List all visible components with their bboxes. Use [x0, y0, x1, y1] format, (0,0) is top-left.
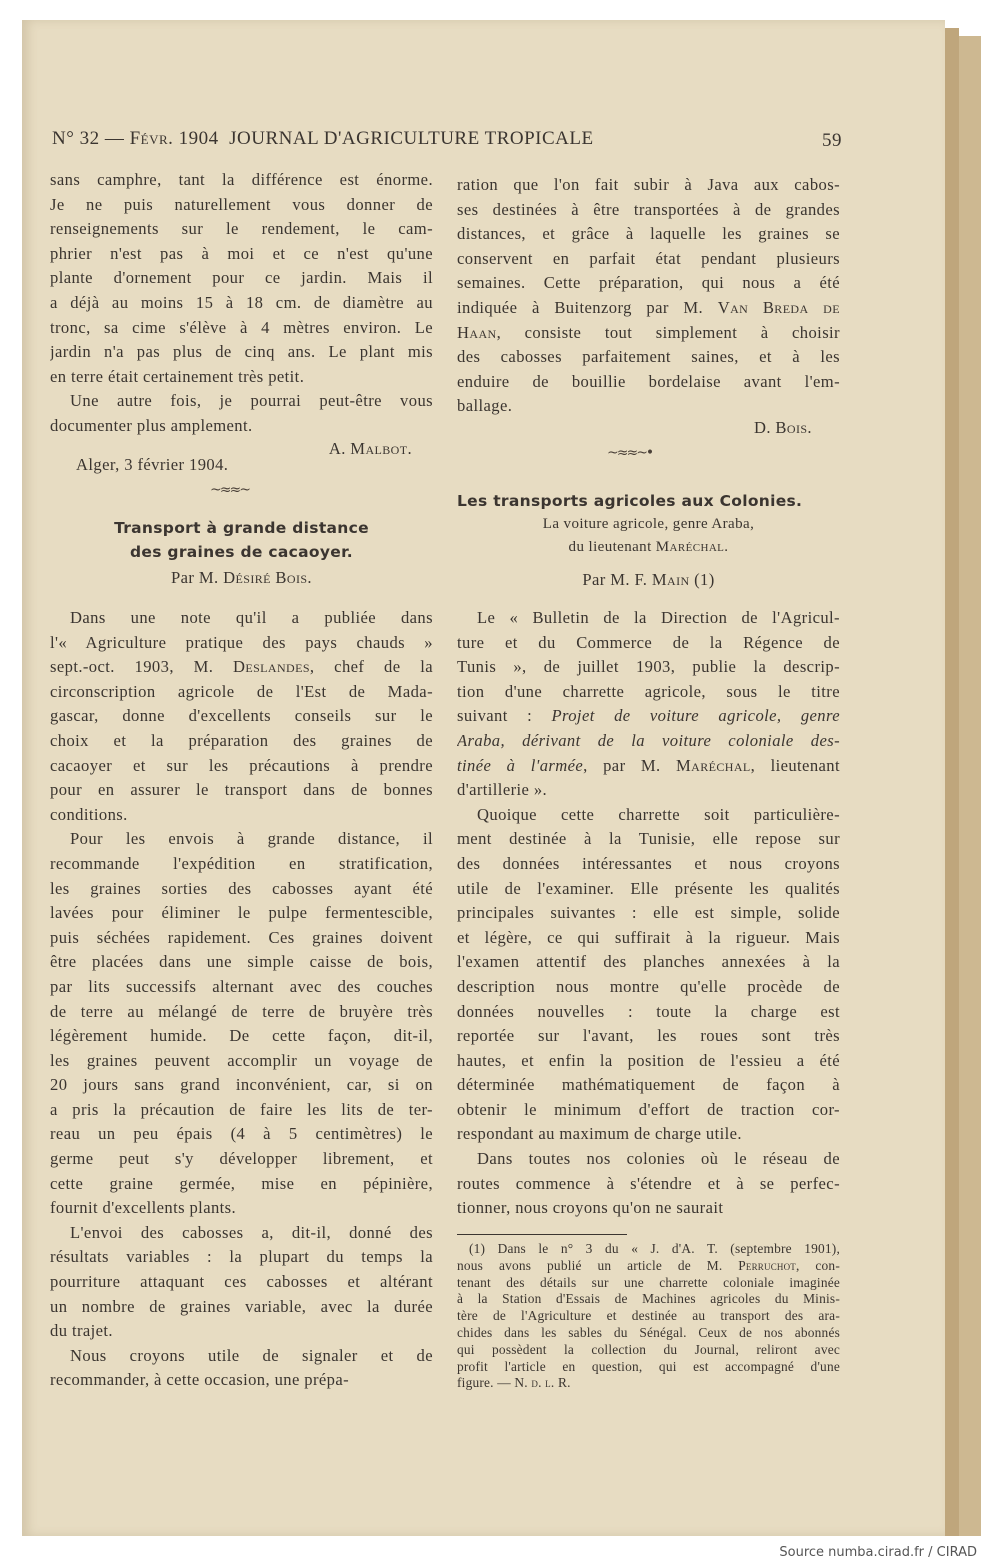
text-segment: routes commence à s'étendre et à se perfec- — [457, 1173, 840, 1193]
text-segment: légèrement humide. De cette façon, dit-il, — [50, 1026, 433, 1046]
text-segment: tenant des détails sur une charrette coloniale imaginée — [457, 1274, 840, 1290]
text-segment: de terre au mélangé de terre de bruyère très — [50, 1001, 433, 1021]
source-credit: Source numba.cirad.fr / CIRAD — [779, 1545, 977, 1560]
text-segment: données nouvelles : toute la charge est — [457, 1001, 840, 1021]
subtitle-line — [457, 536, 840, 559]
text-line — [457, 827, 840, 852]
text-segment: fournit d'excellents plants. — [50, 1198, 237, 1218]
text-segment: L'envoi des cabosses a, dit-il, donné des — [70, 1222, 433, 1242]
text-segment: profit l'article en question, qui est accompagné d'une — [457, 1358, 840, 1374]
emphasis-text: Perruchot — [738, 1257, 796, 1273]
author-name: Main — [651, 570, 690, 589]
text-segment: être placées dans une simple caisse de bois, — [50, 952, 433, 972]
text-line — [457, 852, 840, 877]
text-line — [50, 950, 433, 975]
text-line — [457, 655, 840, 680]
text-line — [50, 1368, 433, 1393]
text-segment: résultats variables : la plupart du temps la — [50, 1247, 433, 1267]
text-segment: tère de l'Agriculture et destinée au transport des ara- — [457, 1308, 840, 1324]
text-line — [50, 1098, 433, 1123]
text-line — [50, 631, 433, 656]
text-line — [50, 1024, 433, 1049]
text-segment: documenter plus amplement. — [50, 415, 253, 435]
text-segment: Tunis », de juillet 1903, publie la descrip- — [457, 657, 840, 677]
text-segment: semaines. Cette préparation, qui nous a été — [457, 273, 840, 293]
text-line — [457, 778, 840, 803]
text-segment: tionner, nous croyons qu'on ne saurait — [457, 1198, 724, 1218]
text-segment: chides dans les sables du Sénégal. Ceux de nos abonnés — [457, 1324, 840, 1340]
text-line — [50, 1270, 433, 1295]
signature-d-bois: D. Bois. — [753, 418, 812, 437]
paragraph — [50, 1221, 433, 1344]
text-segment: utile de l'examiner. Elle présente les qualités — [457, 878, 840, 898]
paragraph — [50, 606, 433, 827]
text-segment: Dans toutes nos colonies où le réseau de — [477, 1149, 840, 1169]
text-line — [457, 1098, 840, 1123]
text-segment: cette graine germée, mise en pépinière, — [50, 1173, 433, 1193]
text-line — [457, 704, 840, 729]
text-segment: ration que l'on fait subir à Java aux cabos- — [457, 175, 840, 194]
text-segment: choix et la préparation des graines de — [50, 730, 433, 750]
text-segment: jardin n'a pas plus de cinq ans. Le plant mis — [50, 342, 433, 362]
paragraph — [457, 606, 840, 803]
text-segment: Une autre fois, je pourrai peut-être vous — [70, 391, 433, 410]
page-number: 59 — [822, 130, 842, 151]
footnote — [457, 1241, 840, 1392]
text-segment: description nous montre qu'elle procède de — [457, 976, 840, 996]
text-segment: Je ne puis naturellement vous donner de — [50, 194, 433, 214]
page-edge — [945, 28, 959, 1536]
text-line — [50, 266, 433, 291]
text-line — [50, 217, 433, 242]
text-line — [457, 222, 840, 247]
left-body — [50, 606, 433, 1393]
subtitle-line: La voiture agricole, genre Araba, — [542, 516, 755, 532]
place-date: Alger, 3 février 1904. — [76, 455, 229, 474]
text-line — [457, 173, 840, 198]
text-segment: conservent en parfait état pendant plusieurs — [457, 248, 840, 268]
text-segment: obtenir le minimum d'effort de traction cor- — [457, 1099, 840, 1119]
text-segment: plante d'ornement pour ce jardin. Mais il — [50, 268, 433, 288]
text-segment: cacaoyer et sur les précautions à prendre — [50, 755, 433, 775]
text-segment: R. — [554, 1375, 571, 1391]
text-segment: , lieutenant — [750, 755, 840, 775]
text-line — [50, 389, 433, 414]
text-segment: Quoique cette charrette soit particulière- — [477, 804, 840, 824]
emphasis-text: Van Breda de — [717, 297, 840, 317]
text-segment: respondant au maximum de charge utile. — [457, 1124, 742, 1144]
book-edge — [959, 36, 981, 1536]
text-line — [457, 1049, 840, 1074]
text-line — [457, 1359, 840, 1376]
running-header — [52, 128, 842, 154]
text-line — [457, 271, 840, 296]
subtitle-name: Maréchal. — [655, 539, 729, 555]
footnote-ref: (1) — [689, 570, 715, 589]
text-line — [457, 975, 840, 1000]
text-line — [457, 1073, 840, 1098]
text-line — [50, 1147, 433, 1172]
text-segment: enduire de bouillie bordelaise avant l'em- — [457, 371, 840, 391]
ornament-icon: ~≈≈~ — [210, 482, 249, 498]
text-line — [50, 291, 433, 316]
text-line — [457, 631, 840, 656]
text-segment: ses destinées à être transportées à de grandes — [457, 199, 840, 219]
text-line — [50, 316, 433, 341]
text-line — [457, 1147, 840, 1172]
text-line — [457, 1325, 840, 1342]
text-segment: Nous croyons utile de signaler et de — [70, 1345, 433, 1365]
text-segment: reportée sur l'avant, les roues sont très — [457, 1026, 840, 1046]
text-segment: tronc, sa cime s'élève à 4 mètres environ. Le — [50, 317, 433, 337]
text-segment: renseignements sur le rendement, le cam- — [50, 219, 433, 239]
text-line — [50, 975, 433, 1000]
byline-prefix: Par M. F. — [582, 570, 652, 589]
text-segment: sans camphre, tant la différence est énorme. — [50, 170, 433, 189]
text-line — [457, 754, 840, 779]
text-line — [50, 852, 433, 877]
text-line — [457, 950, 840, 975]
text-line — [50, 1000, 433, 1025]
text-segment: l'« Agriculture pratique des pays chauds » — [50, 632, 433, 652]
text-line — [50, 1172, 433, 1197]
text-segment: nous avons publié un article de M. — [457, 1257, 739, 1273]
text-line — [457, 345, 840, 370]
text-line — [50, 1245, 433, 1270]
text-segment: figure. — N. — [457, 1375, 532, 1391]
text-segment: qui possèdent la collection du Journal, reliront avec — [457, 1341, 840, 1357]
text-line — [457, 1275, 840, 1292]
paragraph — [457, 1147, 840, 1221]
text-line — [50, 1196, 433, 1221]
text-segment: les graines peuvent accomplir un voyage de — [50, 1050, 433, 1070]
left-para-closing — [50, 389, 433, 438]
text-line — [50, 242, 433, 267]
text-segment: ment destinée à la Tunisie, elle repose sur — [457, 829, 840, 849]
text-segment: lavées pour éliminer le pulpe fermentescible, — [50, 903, 433, 923]
text-segment: Pour les envois à grande distance, il — [70, 829, 433, 849]
text-segment: a déjà au moins 15 à 18 cm. de diamètre au — [50, 292, 433, 312]
text-segment: des données intéressantes et nous croyons — [457, 853, 840, 873]
text-line — [50, 1319, 433, 1344]
text-line — [50, 1122, 433, 1147]
right-para-continued — [457, 173, 840, 419]
text-line — [50, 340, 433, 365]
text-line — [457, 1172, 840, 1197]
emphasis-text: Deslandes — [233, 657, 310, 677]
text-line — [50, 365, 433, 390]
text-line — [457, 1258, 840, 1275]
text-line — [457, 901, 840, 926]
text-segment: , consiste tout simplement à choisir — [496, 322, 840, 342]
text-line — [50, 193, 433, 218]
text-segment: un nombre de graines variable, avec la durée — [50, 1296, 433, 1316]
text-line — [457, 1375, 840, 1392]
text-segment: puis séchées rapidement. Ces graines doivent — [50, 927, 433, 947]
text-line — [457, 1196, 840, 1221]
text-segment: Dans une note qu'il a publiée dans — [70, 608, 433, 627]
paragraph — [50, 1344, 433, 1393]
byline-bois — [50, 566, 433, 590]
text-segment: recommande l'expédition en stratification, — [50, 853, 433, 873]
text-segment: 20 jours sans grand inconvénient, car, si on — [50, 1075, 433, 1095]
text-segment: , con- — [796, 1257, 840, 1273]
text-line — [50, 1344, 433, 1369]
signature-malbot: A. Malbot. — [328, 439, 412, 458]
text-line — [50, 901, 433, 926]
text-line — [50, 414, 433, 439]
text-line — [50, 877, 433, 902]
text-segment: suivant : — [457, 706, 552, 726]
text-segment: d'artillerie ». — [457, 780, 548, 800]
text-line — [457, 926, 840, 951]
text-segment: principales suivantes : elle est simple, solide — [457, 903, 840, 923]
text-segment: recommander, à cette occasion, une prépa- — [50, 1370, 350, 1390]
text-line — [50, 729, 433, 754]
text-line — [457, 1241, 840, 1258]
text-segment: ballage. — [457, 396, 513, 416]
text-line — [457, 296, 840, 321]
text-segment: l'examen attentif des planches annexées à la — [457, 952, 840, 972]
article-title-cacao — [50, 516, 433, 564]
text-line — [50, 704, 433, 729]
text-line — [457, 1308, 840, 1325]
text-segment: phrier n'est pas à moi et ce n'est qu'une — [50, 243, 433, 263]
right-body — [457, 606, 840, 1221]
text-line — [457, 1122, 840, 1147]
text-line — [457, 1342, 840, 1359]
text-segment: en terre était certainement très petit. — [50, 366, 305, 386]
text-segment: , par M. — [583, 755, 676, 775]
text-line — [50, 655, 433, 680]
footnote-rule — [457, 1234, 627, 1235]
text-segment: reau un peu épais (4 à 5 centimètres) le — [50, 1124, 433, 1144]
text-segment: gascar, donne d'excellents conseils sur le — [50, 706, 433, 726]
text-segment: tion d'une charrette agricole, sous le titre — [457, 681, 840, 701]
text-line — [457, 198, 840, 223]
text-segment: conditions. — [50, 804, 128, 824]
paragraph — [457, 803, 840, 1147]
emphasis-text: Haan — [457, 322, 497, 342]
text-line — [50, 606, 433, 631]
text-segment: indiquée à Buitenzorg par M. — [457, 297, 718, 317]
text-line — [457, 370, 840, 395]
text-segment: pourriture attaquant ces cabosses et altérant — [50, 1272, 433, 1292]
ornament-icon: ~≈≈~• — [607, 445, 653, 461]
text-line — [457, 1000, 840, 1025]
text-segment: hautes, et enfin la position de l'essieu a été — [457, 1050, 840, 1070]
text-segment: , chef de la — [309, 657, 433, 677]
text-line — [457, 1291, 840, 1308]
text-line — [457, 606, 840, 631]
text-segment: distances, et grâce à laquelle les graines se — [457, 224, 840, 244]
article-subtitle — [457, 513, 840, 559]
text-segment: par lits successifs alternant avec des couches — [50, 976, 433, 996]
issue-date: N° 32 — Févr. 1904 — [52, 128, 219, 149]
text-line — [457, 247, 840, 272]
text-segment: sept.-oct. 1903, M. — [50, 657, 233, 677]
author-name: Désiré Bois. — [223, 568, 312, 587]
paragraph — [50, 827, 433, 1221]
emphasis-text: Maréchal — [676, 755, 751, 775]
text-line — [457, 321, 840, 346]
text-segment: circonscription agricole de l'Est de Mada- — [50, 681, 433, 701]
text-line — [50, 680, 433, 705]
text-segment: et légère, ce qui suffirait à la rigueur. Mais — [457, 927, 840, 947]
text-line — [50, 168, 433, 193]
emphasis-text: d. l. — [531, 1375, 555, 1391]
text-segment: a pris la précaution de faire les lits de ter- — [50, 1099, 433, 1119]
text-line — [457, 803, 840, 828]
text-line — [50, 754, 433, 779]
text-line — [50, 1295, 433, 1320]
byline-main — [457, 568, 840, 592]
text-line — [50, 1073, 433, 1098]
text-segment: du trajet. — [50, 1321, 113, 1341]
emphasis-text: Araba, dérivant de la voiture coloniale des- — [457, 730, 840, 750]
text-line — [50, 827, 433, 852]
text-segment: (1) Dans le n° 3 du « J. d'A. T. (septembre 1901), — [469, 1241, 840, 1256]
text-segment: germe peut s'y développer librement, et — [50, 1149, 433, 1169]
text-segment: les graines sorties des cabosses ayant été — [50, 878, 433, 898]
text-segment: déterminée mathématiquement de façon à — [457, 1075, 840, 1095]
text-line — [50, 926, 433, 951]
title-line: Transport à grande distance — [114, 519, 369, 537]
text-line — [457, 1024, 840, 1049]
article-title-transports: Les transports agricoles aux Colonies. — [457, 492, 803, 510]
text-line — [50, 803, 433, 828]
emphasis-text: Projet de voiture agricole, genre — [551, 706, 840, 726]
byline-prefix: Par M. — [171, 568, 224, 587]
text-line — [457, 729, 840, 754]
journal-title: JOURNAL D'AGRICULTURE TROPICALE — [229, 128, 594, 149]
title-line: des graines de cacaoyer. — [130, 543, 353, 561]
emphasis-text: tinée à l'armée — [457, 755, 584, 775]
text-line — [50, 1221, 433, 1246]
text-line — [50, 1049, 433, 1074]
text-line — [50, 778, 433, 803]
text-segment: des cabosses parfaitement saines, et à les — [457, 347, 840, 367]
subtitle-text: du lieutenant — [568, 539, 656, 555]
text-line — [457, 877, 840, 902]
text-line — [457, 680, 840, 705]
text-segment: Le « Bulletin de la Direction de l'Agricul- — [477, 608, 840, 627]
left-para-continued — [50, 168, 433, 389]
text-segment: pour en assurer le transport dans de bonnes — [50, 780, 433, 800]
text-segment: ture et du Commerce de la Régence de — [457, 632, 840, 652]
text-segment: à la Station d'Essais de Machines agricoles du Minis- — [457, 1291, 840, 1307]
